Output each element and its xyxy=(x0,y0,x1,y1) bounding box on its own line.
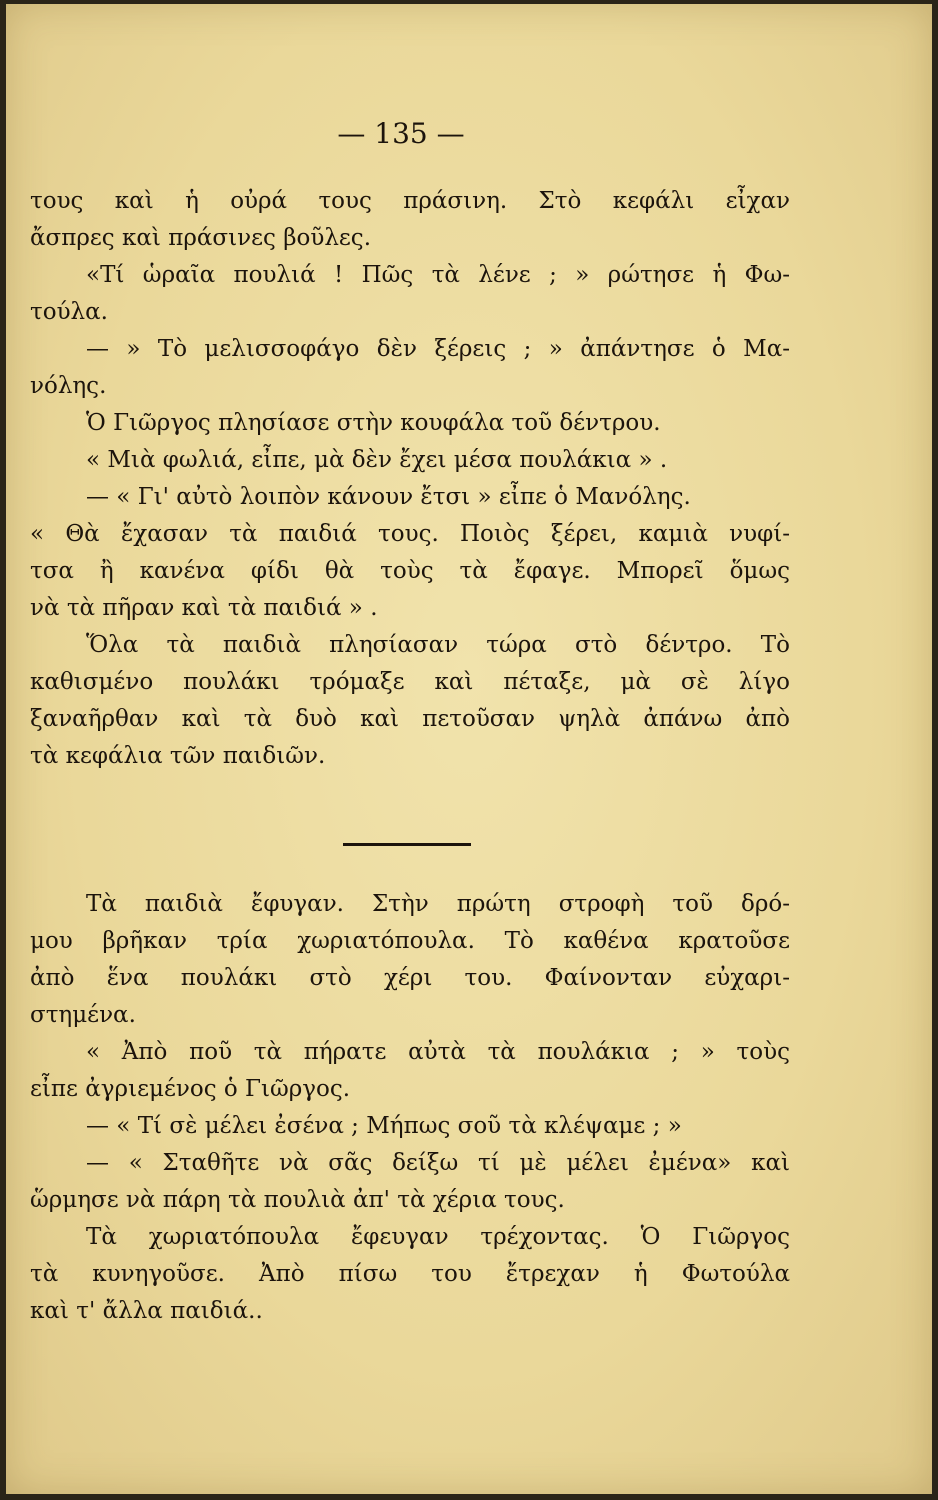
text-line: στημένα. xyxy=(30,1002,136,1028)
text-line: Τὰ χωριατόπουλα ἔφευγαν τρέχοντας. Ὁ Γιῶργος xyxy=(86,1224,790,1250)
text-line: — » Τὸ μελισσοφάγο δὲν ξέρεις ; » ἀπάντησε ὁ Μα- xyxy=(86,336,790,362)
text-line: ξαναῆρθαν καὶ τὰ δυὸ καὶ πετοῦσαν ψηλὰ ἀπάνω ἀπὸ xyxy=(30,706,790,732)
text-line: Ὅλα τὰ παιδιὰ πλησίασαν τώρα στὸ δέντρο. Τὸ xyxy=(86,632,790,658)
text-line: ἀπὸ ἕνα πουλάκι στὸ χέρι του. Φαίνονταν εὐχαρι- xyxy=(30,965,790,991)
text-line: νόλης. xyxy=(30,373,107,399)
text-line: καὶ τ' ἄλλα παιδιά.. xyxy=(30,1298,263,1324)
text-line: — « Γι' αὐτὸ λοιπὸν κάνουν ἔτσι » εἶπε ὁ Μανόλης. xyxy=(86,484,691,510)
book-page xyxy=(6,4,932,1494)
text-line: τὰ κυνηγοῦσε. Ἀπὸ πίσω του ἔτρεχαν ἡ Φωτούλα xyxy=(30,1261,790,1287)
text-line: τὰ κεφάλια τῶν παιδιῶν. xyxy=(30,743,326,769)
text-line: νὰ τὰ πῆραν καὶ τὰ παιδιά » . xyxy=(30,595,378,621)
text-line: εἶπε ἀγριεμένος ὁ Γιῶργος. xyxy=(30,1076,351,1102)
section-divider xyxy=(343,843,471,846)
text-line: « Ἀπὸ ποῦ τὰ πήρατε αὐτὰ τὰ πουλάκια ; » τοὺς xyxy=(86,1039,790,1065)
page-number: — 135 — xyxy=(337,117,465,150)
text-line: «Τί ὡραῖα πουλιά ! Πῶς τὰ λένε ; » ρώτησε ἡ Φω- xyxy=(86,262,790,288)
text-line: τσα ἢ κανένα φίδι θὰ τοὺς τὰ ἔφαγε. Μπορεῖ ὅμως xyxy=(30,558,790,584)
text-section-2 xyxy=(30,886,790,1330)
text-line: μου βρῆκαν τρία χωριατόπουλα. Τὸ καθένα κρατοῦσε xyxy=(30,928,790,954)
text-line: — « Τί σὲ μέλει ἐσένα ; Μήπως σοῦ τὰ κλέψαμε ; » xyxy=(86,1113,682,1139)
text-line: « Μιὰ φωλιά, εἶπε, μὰ δὲν ἔχει μέσα πουλάκια » . xyxy=(86,447,668,473)
text-line: ὥρμησε νὰ πάρη τὰ πουλιὰ ἀπ' τὰ χέρια τους. xyxy=(30,1187,565,1213)
text-section-1 xyxy=(30,183,790,775)
text-line: τούλα. xyxy=(30,299,108,325)
text-line: — « Σταθῆτε νὰ σᾶς δείξω τί μὲ μέλει ἐμένα» καὶ xyxy=(86,1150,790,1176)
text-line: καθισμένο πουλάκι τρόμαξε καὶ πέταξε, μὰ σὲ λίγο xyxy=(30,669,790,695)
text-line: Ὁ Γιῶργος πλησίασε στὴν κουφάλα τοῦ δέντρου. xyxy=(86,410,661,436)
text-line: « Θὰ ἔχασαν τὰ παιδιά τους. Ποιὸς ξέρει, καμιὰ νυφί- xyxy=(30,521,790,547)
text-line: Τὰ παιδιὰ ἔφυγαν. Στὴν πρώτη στροφὴ τοῦ δρό- xyxy=(86,891,790,917)
text-line: τους καὶ ἡ οὐρά τους πράσινη. Στὸ κεφάλι εἶχαν xyxy=(30,188,790,214)
text-line: ἄσπρες καὶ πράσινες βοῦλες. xyxy=(30,225,372,251)
